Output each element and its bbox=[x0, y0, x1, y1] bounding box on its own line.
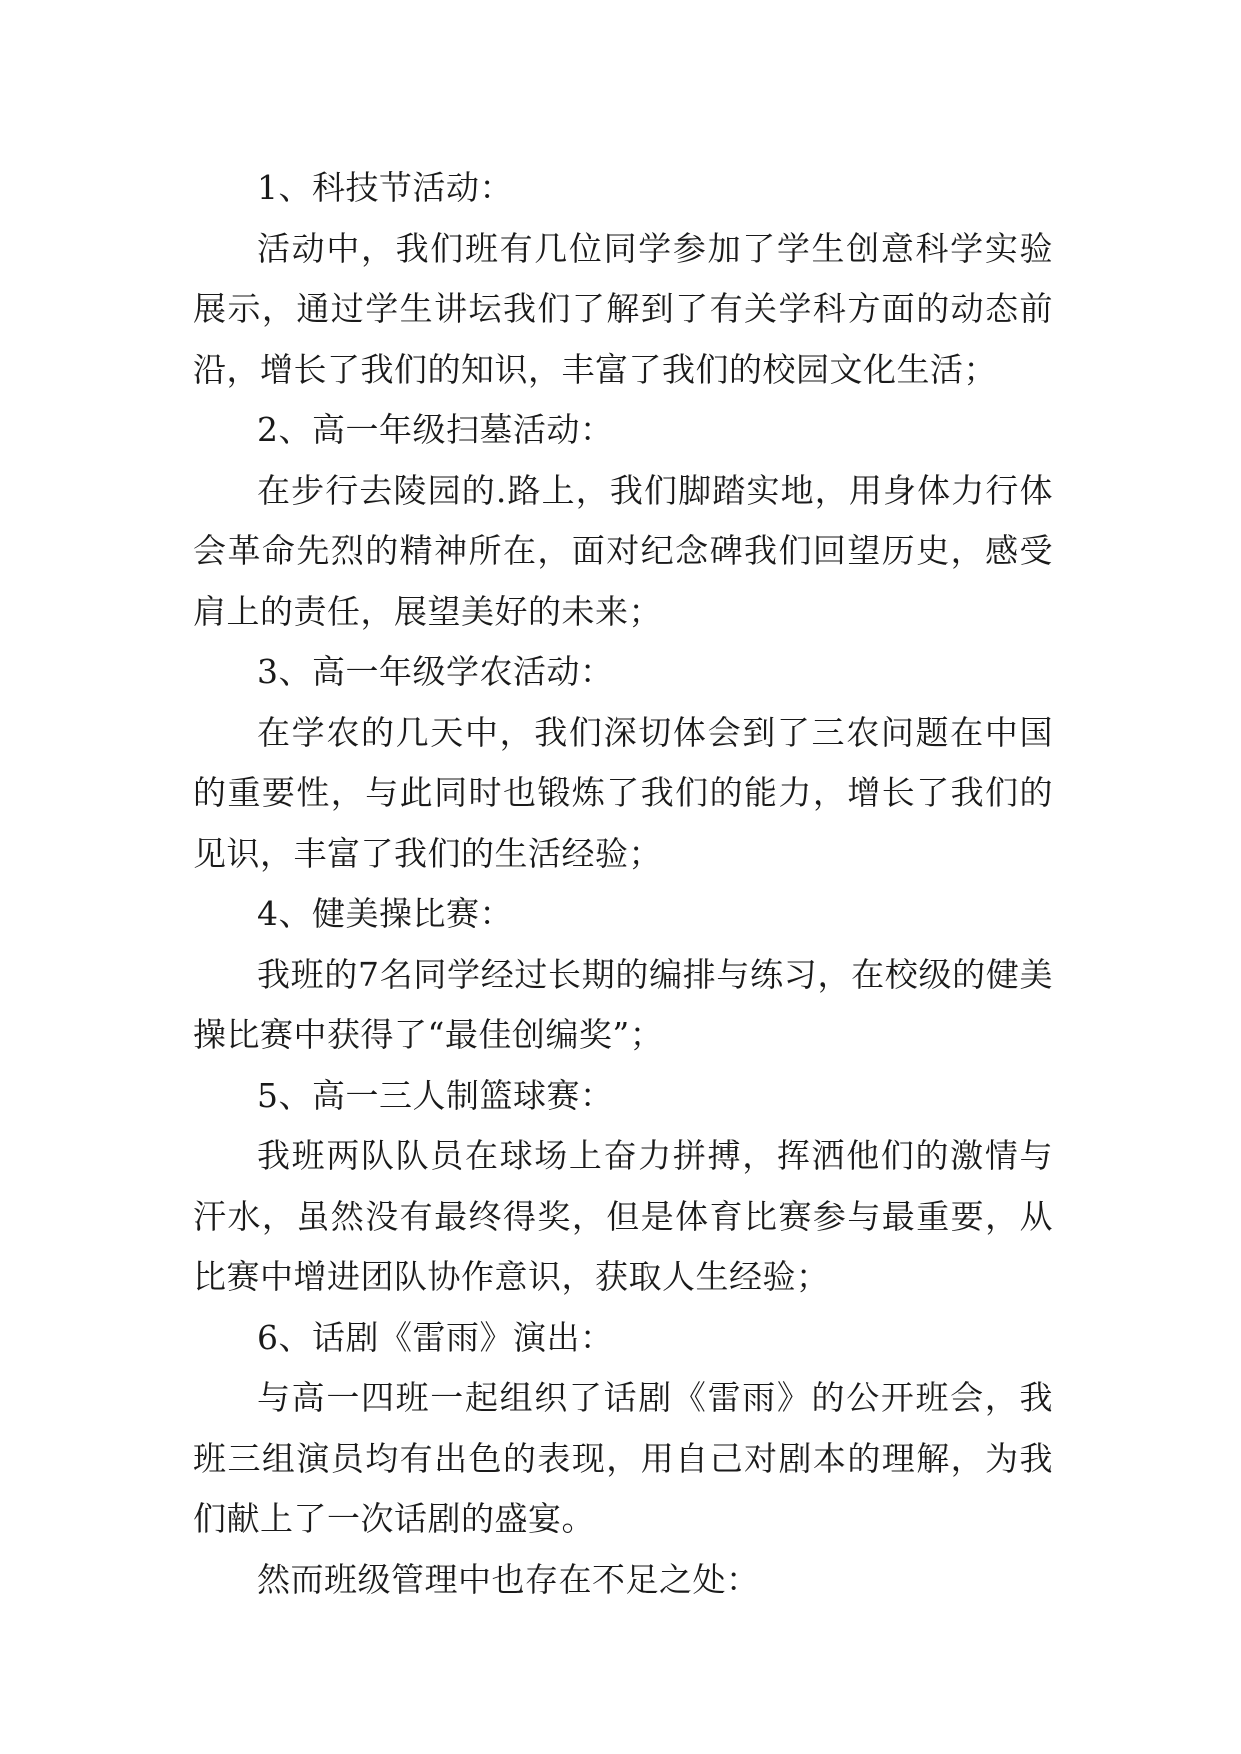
paragraph-drama-performance: 与高一四班一起组织了话剧《雷雨》的公开班会，我班三组演员均有出色的表现，用自己对剧本的理解，为我们献上了一次话剧的盛宴。 bbox=[193, 1378, 1053, 1538]
heading-science-festival: 1、科技节活动： bbox=[257, 168, 513, 207]
heading-aerobics-contest: 4、健美操比赛： bbox=[257, 894, 513, 933]
paragraph-aerobics-contest: 我班的7名同学经过长期的编排与练习，在校级的健美操比赛中获得了“最佳创编奖”； bbox=[193, 954, 1053, 1054]
heading-basketball-game: 5、高一三人制篮球赛： bbox=[257, 1075, 614, 1115]
document-body bbox=[193, 158, 1053, 1610]
paragraph-basketball-game: 我班两队队员在球场上奋力拼搏，挥洒他们的激情与汗水，虽然没有最终得奖，但是体育比赛参与最重要，从比赛中增进团队协作意识，获取人生经验； bbox=[193, 1136, 1053, 1296]
heading-tomb-sweeping: 2、高一年级扫墓活动： bbox=[257, 410, 614, 449]
heading-farming-activity: 3、高一年级学农活动： bbox=[257, 652, 614, 691]
paragraph-tomb-sweeping: 在步行去陵园的.路上，我们脚踏实地，用身体力行体会革命先烈的精神所在，面对纪念碑我们回望历史，感受肩上的责任，展望美好的未来； bbox=[193, 470, 1053, 631]
paragraph-farming-activity: 在学农的几天中，我们深切体会到了三农问题在中国的重要性，与此同时也锻炼了我们的能力，增长了我们的见识，丰富了我们的生活经验； bbox=[193, 712, 1053, 873]
paragraph-science-festival: 活动中，我们班有几位同学参加了学生创意科学实验展示，通过学生讲坛我们了解到了有关学科方面的动态前沿，增长了我们的知识，丰富了我们的校园文化生活； bbox=[193, 228, 1053, 389]
paragraph-shortcomings-intro: 然而班级管理中也存在不足之处： bbox=[257, 1559, 760, 1599]
heading-drama-performance: 6、话剧《雷雨》演出： bbox=[257, 1317, 614, 1357]
